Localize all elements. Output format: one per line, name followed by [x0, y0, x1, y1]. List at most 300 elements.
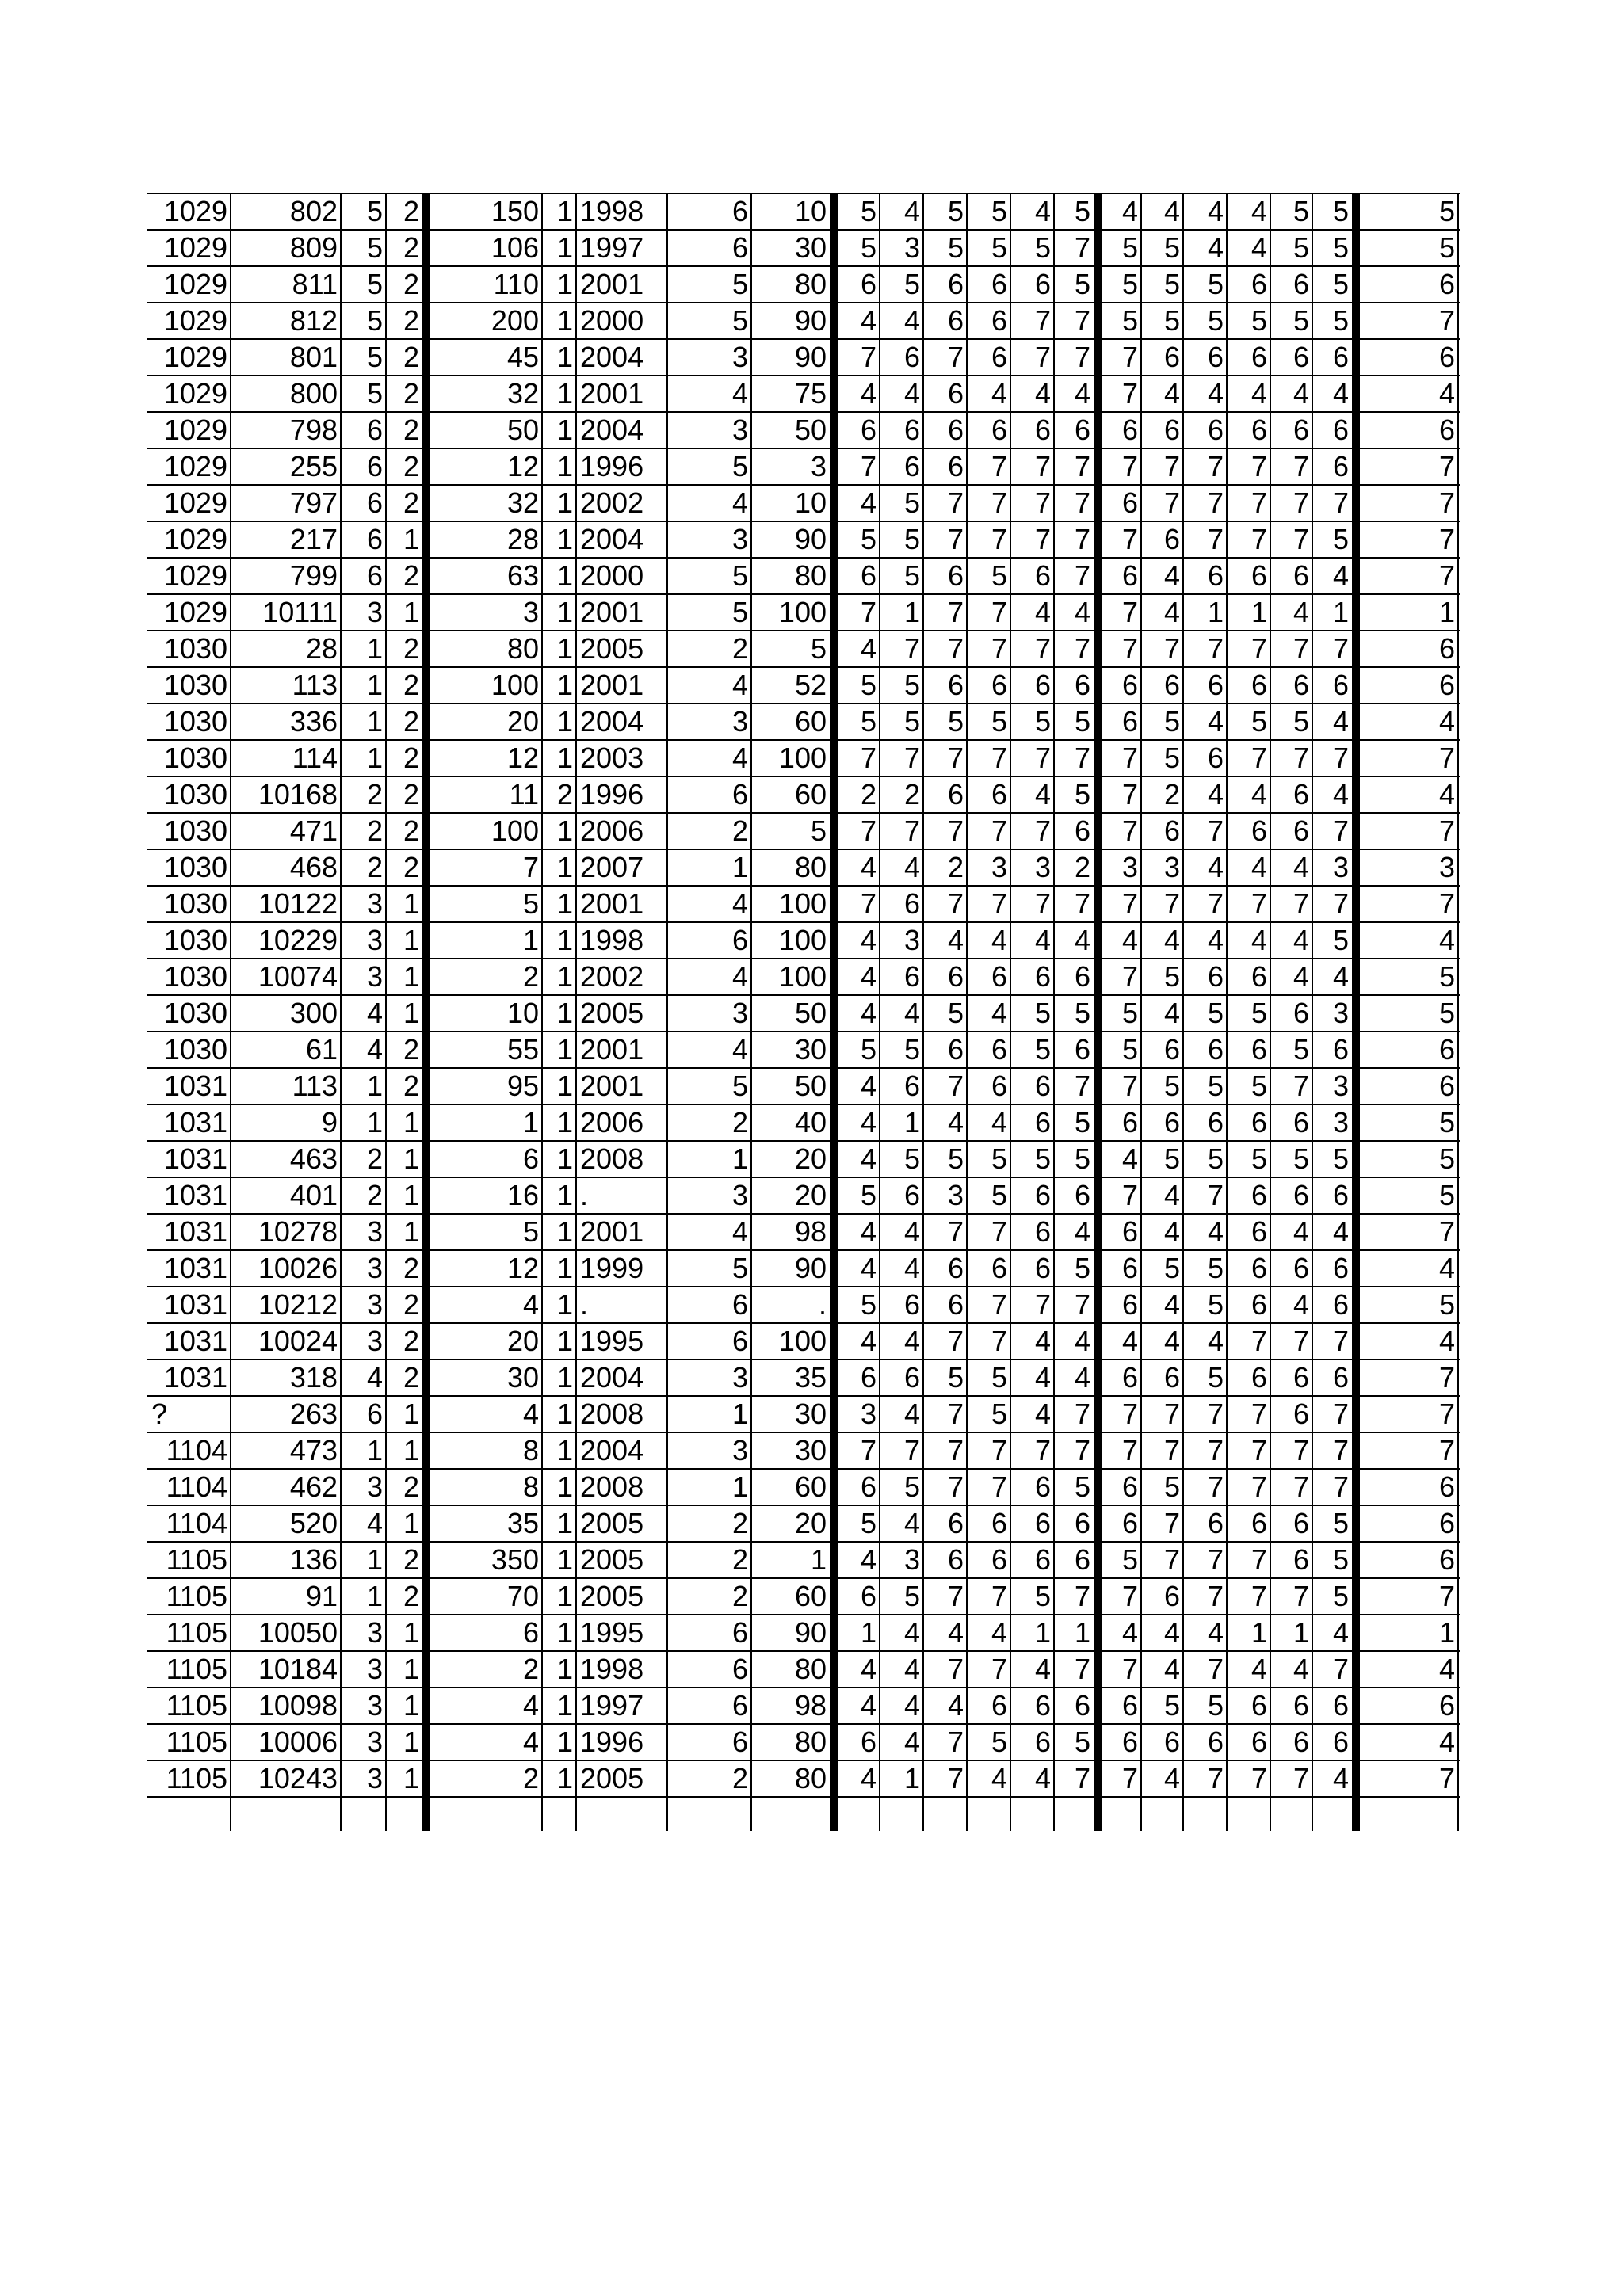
table-cell: 1 [403, 523, 419, 555]
table-cell: 6 [1251, 669, 1267, 701]
table-cell: 7 [1438, 450, 1455, 482]
table-cell: 3 [1438, 851, 1455, 883]
table-cell: 3 [366, 596, 383, 628]
table-cell: 4 [860, 486, 876, 519]
table-cell: 6 [1034, 1215, 1051, 1248]
table-cell: 1030 [163, 924, 227, 956]
table-cell: 5 [1438, 1106, 1455, 1138]
table-cell: 6 [1163, 814, 1180, 847]
table-cell: 5 [1251, 1070, 1267, 1102]
table-cell: 4 [1034, 1361, 1051, 1394]
table-cell: 4 [366, 1033, 383, 1066]
table-cell: 1031 [163, 1325, 227, 1357]
table-cell: 2 [947, 851, 964, 883]
table-cell: 3 [1034, 851, 1051, 883]
table-cell: 1105 [166, 1762, 227, 1794]
table-cell: 2 [522, 1653, 539, 1685]
table-cell: 4 [1251, 377, 1267, 410]
table-cell: 7 [1207, 632, 1224, 665]
table-cell: 1 [556, 1252, 573, 1284]
table-cell: 32 [506, 377, 539, 410]
table-cell: 812 [289, 304, 338, 337]
table-cell: 4 [903, 1653, 920, 1685]
table-cell: 7 [1074, 1762, 1090, 1794]
table-cell: 6 [731, 1616, 748, 1649]
table-cell: 7 [1034, 742, 1051, 774]
table-cell: 1 [366, 669, 383, 701]
table-cell: 1 [556, 960, 573, 993]
table-cell: 7 [1163, 1543, 1180, 1576]
table-cell: 5 [1121, 1543, 1138, 1576]
table-cell: 5 [1207, 1361, 1224, 1394]
table-cell: 1 [556, 1762, 573, 1794]
table-cell: 1 [556, 559, 573, 592]
table-cell: 2000 [580, 304, 644, 337]
table-cell: 4 [991, 997, 1007, 1029]
table-cell: 4 [947, 1689, 964, 1722]
table-cell: 61 [305, 1033, 338, 1066]
table-cell: 4 [1438, 1726, 1455, 1758]
table-cell: 7 [1121, 1762, 1138, 1794]
table-cell: 6 [947, 1543, 964, 1576]
table-cell: 1 [556, 1543, 573, 1576]
table-cell: 4 [522, 1689, 539, 1722]
table-cell: 5 [860, 1288, 876, 1321]
table-cell: 4 [1207, 195, 1224, 227]
table-cell: 7 [991, 523, 1007, 555]
table-cell: 2005 [580, 1762, 644, 1794]
table-cell: 2 [366, 814, 383, 847]
table-cell: 7 [1034, 1288, 1051, 1321]
table-cell: 5 [1293, 304, 1309, 337]
table-cell: 5 [1207, 304, 1224, 337]
table-cell: 6 [860, 268, 876, 300]
table-cell: 7 [947, 486, 964, 519]
table-cell: 4 [1332, 1762, 1349, 1794]
table-cell: 7 [947, 596, 964, 628]
table-cell: 7 [1074, 304, 1090, 337]
table-cell: 4 [903, 1398, 920, 1430]
table-cell: 3 [366, 1653, 383, 1685]
table-cell: 7 [1438, 1215, 1455, 1248]
table-cell: 5 [1293, 195, 1309, 227]
table-cell: 7 [903, 814, 920, 847]
table-cell: 3 [366, 1689, 383, 1722]
table-cell: 3 [903, 231, 920, 264]
table-cell: 6 [1121, 559, 1138, 592]
table-cell: 5 [947, 1361, 964, 1394]
table-cell: 2 [366, 1142, 383, 1175]
table-cell: 6 [1293, 1252, 1309, 1284]
table-cell: 4 [860, 851, 876, 883]
table-cell: 4 [1207, 231, 1224, 264]
table-cell: 1105 [166, 1616, 227, 1649]
table-cell: 4 [860, 632, 876, 665]
table-cell: 1 [522, 1106, 539, 1138]
table-cell: 2 [403, 778, 419, 810]
table-cell: 336 [289, 705, 338, 738]
table-cell: 1 [522, 924, 539, 956]
table-cell: 7 [1207, 1470, 1224, 1503]
table-cell: 5 [1332, 304, 1349, 337]
table-cell: 1 [556, 1580, 573, 1612]
table-cell: 100 [778, 596, 827, 628]
table-cell: 1030 [163, 669, 227, 701]
table-cell: 5 [1163, 1470, 1180, 1503]
table-cell: 7 [1121, 814, 1138, 847]
table-cell: 1 [556, 268, 573, 300]
table-cell: 4 [1034, 1398, 1051, 1430]
table-cell: 5 [1332, 523, 1349, 555]
table-cell: 798 [289, 414, 338, 446]
table-cell: 4 [731, 486, 748, 519]
table-cell: 4 [1438, 705, 1455, 738]
table-cell: 3 [731, 705, 748, 738]
table-cell: 3 [1163, 851, 1180, 883]
table-cell: 1029 [163, 377, 227, 410]
table-cell: 1 [403, 960, 419, 993]
table-cell: 7 [903, 632, 920, 665]
table-cell: 7 [947, 341, 964, 373]
table-cell: 3 [366, 887, 383, 920]
table-cell: 6 [1207, 669, 1224, 701]
table-cell: 7 [1293, 1325, 1309, 1357]
table-cell: 471 [289, 814, 338, 847]
table-cell: 6 [1074, 1543, 1090, 1576]
table-cell: 5 [1207, 268, 1224, 300]
table-cell: 5 [1332, 1543, 1349, 1576]
table-cell: 2 [403, 1580, 419, 1612]
table-cell: 12 [506, 450, 539, 482]
table-cell: 1 [556, 1434, 573, 1466]
table-cell: 1030 [163, 851, 227, 883]
table-cell: 5 [1034, 1033, 1051, 1066]
table-cell: 6 [1163, 1106, 1180, 1138]
table-cell: 5 [1074, 1726, 1090, 1758]
table-cell: 1030 [163, 705, 227, 738]
table-cell: 2001 [580, 1033, 644, 1066]
table-cell: 5 [1293, 231, 1309, 264]
table-cell: 90 [794, 341, 827, 373]
table-cell: 7 [1251, 1580, 1267, 1612]
table-cell: 1 [903, 1762, 920, 1794]
table-cell: 6 [991, 1252, 1007, 1284]
table-cell: 7 [1207, 887, 1224, 920]
table-cell: 2005 [580, 997, 644, 1029]
table-cell: 2 [403, 1325, 419, 1357]
table-cell: 1 [1251, 596, 1267, 628]
table-cell: 4 [731, 960, 748, 993]
table-cell: 7 [991, 1288, 1007, 1321]
table-cell: 1 [366, 1543, 383, 1576]
table-cell: 5 [903, 523, 920, 555]
table-cell: 1029 [163, 268, 227, 300]
table-cell: 4 [1438, 1653, 1455, 1685]
table-cell: 6 [860, 1726, 876, 1758]
table-cell: 5 [1438, 195, 1455, 227]
table-cell: 6 [1438, 268, 1455, 300]
table-cell: 5 [366, 304, 383, 337]
table-cell: 6 [903, 414, 920, 446]
table-cell: 1030 [163, 778, 227, 810]
table-cell: 2 [366, 1179, 383, 1211]
table-cell: 7 [1121, 778, 1138, 810]
table-cell: 1 [556, 1616, 573, 1649]
table-cell: 4 [1163, 1616, 1180, 1649]
table-cell: 2 [403, 1252, 419, 1284]
table-cell: 5 [1121, 1033, 1138, 1066]
table-cell: 7 [1207, 1398, 1224, 1430]
table-cell: 4 [1293, 924, 1309, 956]
table-cell: 4 [731, 1033, 748, 1066]
table-cell: 7 [860, 887, 876, 920]
table-cell: 6 [1332, 1288, 1349, 1321]
table-cell: 2005 [580, 1580, 644, 1612]
table-cell: 7 [1034, 814, 1051, 847]
table-cell: 5 [1251, 705, 1267, 738]
table-cell: 7 [1034, 341, 1051, 373]
table-cell: 7 [991, 814, 1007, 847]
table-cell: 2001 [580, 268, 644, 300]
table-cell: 7 [1251, 1398, 1267, 1430]
table-cell: 2005 [580, 1507, 644, 1539]
table-cell: 6 [731, 195, 748, 227]
table-cell: 2 [403, 304, 419, 337]
table-cell: 6 [1121, 1689, 1138, 1722]
table-cell: 7 [1207, 1543, 1224, 1576]
table-cell: 11 [509, 778, 539, 810]
table-cell: 5 [1207, 1252, 1224, 1284]
table-cell: 7 [1163, 887, 1180, 920]
table-cell: 6 [731, 1653, 748, 1685]
table-cell: 1 [366, 1580, 383, 1612]
table-cell: 1998 [580, 1653, 644, 1685]
table-cell: 3 [1332, 851, 1349, 883]
table-cell: 4 [1034, 1325, 1051, 1357]
table-cell: 3 [366, 1252, 383, 1284]
table-cell: 7 [947, 523, 964, 555]
table-cell: 7 [1074, 523, 1090, 555]
table-cell: 4 [991, 1616, 1007, 1649]
table-cell: 5 [1251, 304, 1267, 337]
table-cell: 6 [991, 414, 1007, 446]
table-cell: 3 [1332, 1106, 1349, 1138]
table-cell: 80 [794, 1726, 827, 1758]
table-cell: 2001 [580, 1070, 644, 1102]
table-cell: 7 [1332, 1470, 1349, 1503]
table-cell: 7 [1074, 742, 1090, 774]
table-cell: 7 [991, 632, 1007, 665]
table-cell: 6 [1251, 1215, 1267, 1248]
table-cell: 10050 [258, 1616, 338, 1649]
table-cell: 7 [1034, 1434, 1051, 1466]
table-cell: 7 [947, 1325, 964, 1357]
table-cell: 6 [1251, 960, 1267, 993]
table-cell: 6 [903, 1070, 920, 1102]
table-cell: 5 [947, 705, 964, 738]
table-cell: 7 [1251, 742, 1267, 774]
table-cell: 2005 [580, 632, 644, 665]
table-cell: 6 [1163, 1033, 1180, 1066]
table-cell: 6 [366, 450, 383, 482]
table-cell: 5 [1438, 1179, 1455, 1211]
table-cell: 2 [403, 632, 419, 665]
table-cell: 4 [860, 924, 876, 956]
table-cell: 6 [903, 887, 920, 920]
table-cell: 7 [1251, 887, 1267, 920]
table-cell: 7 [1438, 559, 1455, 592]
table-cell: 7 [991, 1653, 1007, 1685]
table-cell: 5 [991, 559, 1007, 592]
table-cell: 5 [991, 1398, 1007, 1430]
table-cell: 2 [731, 632, 748, 665]
table-cell: 1031 [163, 1361, 227, 1394]
table-cell: 6 [1251, 268, 1267, 300]
table-cell: 2 [903, 778, 920, 810]
table-cell: 2001 [580, 1215, 644, 1248]
table-cell: 4 [1074, 1215, 1090, 1248]
table-cell: 5 [1438, 1288, 1455, 1321]
table-cell: 6 [947, 450, 964, 482]
table-cell: 2 [731, 1507, 748, 1539]
table-cell: 1 [1074, 1616, 1090, 1649]
table-cell: 2002 [580, 960, 644, 993]
table-cell: 7 [903, 742, 920, 774]
table-cell: 7 [1074, 486, 1090, 519]
table-cell: 4 [1034, 1653, 1051, 1685]
table-cell: 1 [366, 632, 383, 665]
table-cell: 4 [860, 1689, 876, 1722]
table-cell: 5 [1438, 960, 1455, 993]
table-cell: 4 [1293, 1653, 1309, 1685]
table-cell: 6 [1293, 1361, 1309, 1394]
table-cell: 1105 [166, 1580, 227, 1612]
table-cell: 5 [860, 1033, 876, 1066]
table-cell: 5 [1034, 997, 1051, 1029]
table-cell: 6 [1034, 1689, 1051, 1722]
table-cell: 3 [731, 1179, 748, 1211]
table-cell: 4 [1207, 851, 1224, 883]
table-cell: 6 [903, 1361, 920, 1394]
table-cell: 2 [522, 1762, 539, 1794]
table-cell: 4 [1034, 377, 1051, 410]
table-cell: 4 [903, 1325, 920, 1357]
table-cell: 4 [860, 377, 876, 410]
table-cell: 6 [860, 1361, 876, 1394]
table-cell: 3 [366, 1470, 383, 1503]
table-cell: 4 [1074, 1361, 1090, 1394]
table-cell: 7 [1121, 523, 1138, 555]
table-cell: 800 [289, 377, 338, 410]
table-cell: 5 [991, 1726, 1007, 1758]
table-cell: 5 [903, 486, 920, 519]
table-cell: 20 [794, 1507, 827, 1539]
table-cell: 80 [794, 268, 827, 300]
table-cell: 60 [794, 778, 827, 810]
table-cell: 1 [403, 887, 419, 920]
table-cell: 3 [991, 851, 1007, 883]
table-cell: 6 [947, 377, 964, 410]
table-cell: 2 [403, 414, 419, 446]
table-cell: 7 [1121, 1070, 1138, 1102]
table-cell: 473 [289, 1434, 338, 1466]
table-cell: 1 [556, 414, 573, 446]
table-cell: 5 [860, 523, 876, 555]
table-cell: 6 [1251, 814, 1267, 847]
table-cell: 1 [556, 304, 573, 337]
table-cell: 80 [506, 632, 539, 665]
table-cell: 6 [947, 960, 964, 993]
table-cell: 4 [1163, 195, 1180, 227]
table-cell: 7 [1332, 1653, 1349, 1685]
table-cell: 6 [1207, 559, 1224, 592]
table-cell: 7 [1293, 887, 1309, 920]
table-cell: 6 [1251, 559, 1267, 592]
table-cell: 4 [903, 195, 920, 227]
table-cell: 3 [731, 341, 748, 373]
table-cell: 5 [1163, 268, 1180, 300]
table-cell: 5 [1207, 1288, 1224, 1321]
table-cell: 4 [522, 1726, 539, 1758]
table-cell: 6 [1121, 1470, 1138, 1503]
table-cell: 6 [991, 1070, 1007, 1102]
table-cell: 3 [366, 960, 383, 993]
table-cell: 7 [1074, 887, 1090, 920]
table-cell: 16 [506, 1179, 539, 1211]
table-cell: 1 [556, 632, 573, 665]
table-cell: 50 [794, 997, 827, 1029]
table-cell: 4 [1251, 924, 1267, 956]
table-cell: 7 [1332, 1434, 1349, 1466]
table-cell: 5 [991, 705, 1007, 738]
table-cell: 6 [860, 559, 876, 592]
table-cell: 113 [292, 1070, 338, 1102]
table-cell: 1 [366, 705, 383, 738]
table-cell: 4 [1034, 924, 1051, 956]
table-cell: 7 [1438, 887, 1455, 920]
table-cell: 4 [860, 304, 876, 337]
table-cell: 6 [731, 1726, 748, 1758]
table-cell: 3 [366, 1762, 383, 1794]
table-cell: 6 [731, 1288, 748, 1321]
table-cell: 90 [794, 1616, 827, 1649]
table-cell: 6 [1293, 1543, 1309, 1576]
table-cell: 6 [1438, 632, 1455, 665]
table-cell: 7 [1438, 1361, 1455, 1394]
table-cell: 106 [491, 231, 539, 264]
table-cell: 6 [991, 1033, 1007, 1066]
table-cell: 6 [947, 778, 964, 810]
table-cell: 6 [1332, 669, 1349, 701]
table-cell: 3 [731, 997, 748, 1029]
table-cell: 20 [506, 705, 539, 738]
table-cell: 6 [991, 1543, 1007, 1576]
table-cell: 1 [556, 1689, 573, 1722]
table-cell: 5 [366, 268, 383, 300]
table-cell: 100 [778, 887, 827, 920]
table-cell: 4 [522, 1288, 539, 1321]
table-cell: 5 [991, 1142, 1007, 1175]
table-cell: 4 [991, 1106, 1007, 1138]
table-cell: 6 [1251, 341, 1267, 373]
table-cell: 10168 [258, 778, 338, 810]
table-cell: 4 [1121, 1616, 1138, 1649]
table-cell: 1030 [163, 1033, 227, 1066]
table-cell: 6 [947, 559, 964, 592]
table-cell: 6 [1207, 742, 1224, 774]
table-cell: 6 [1034, 960, 1051, 993]
table-cell: 4 [1207, 1215, 1224, 1248]
